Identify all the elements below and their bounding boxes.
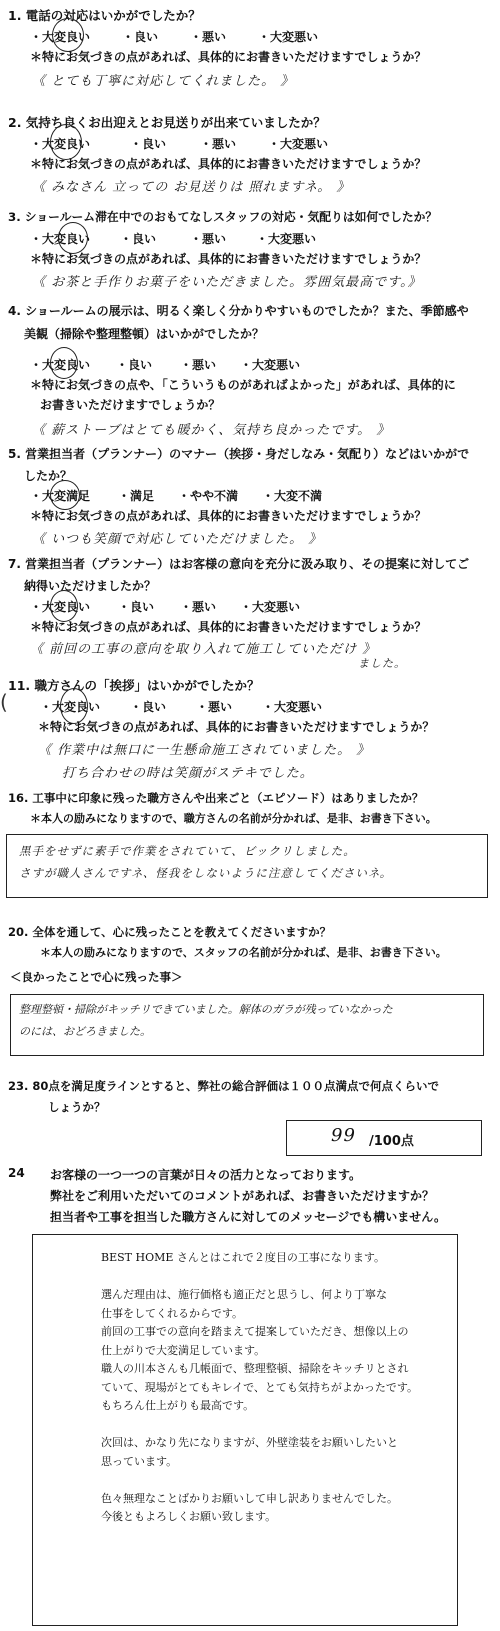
q2-opt-4: ・大変悪い bbox=[268, 137, 329, 151]
score-suffix: /100点 bbox=[369, 1134, 414, 1149]
q5-opt-1: ・大変満足 bbox=[30, 489, 91, 503]
q4-opt-1: ・大変良い bbox=[30, 358, 91, 372]
q2-opt-1: ・大変良い bbox=[30, 137, 91, 151]
q2-opt-3: ・悪い bbox=[200, 137, 237, 151]
q3-request: ＊特にお気づきの点があれば、具体的にお書きいただけますでしょうか？ bbox=[30, 252, 427, 266]
q5-title-line1: 5. 営業担当者（プランナー）のマナー（挨拶・身だしなみ・気配り）などはいかがで bbox=[8, 447, 470, 461]
q20-title: 20. 全体を通して、心に残ったことを教えてくださいますか？ bbox=[8, 925, 332, 939]
q16-answer-line1: 黒手をせずに素手で作業をされていて、ビックリしました。 bbox=[19, 844, 356, 858]
q3-opt-1: ・大変良い bbox=[30, 232, 91, 246]
q1-opt-1: ・大変良い bbox=[30, 30, 91, 44]
q23-title-line1: 23. 80点を満足度ラインとすると、弊社の総合評価は１００点満点で何点くらいで bbox=[8, 1079, 440, 1093]
q4-title-line2: 美観（掃除や整理整頓）はいかがでしたか？ bbox=[24, 327, 265, 341]
q2-request: ＊特にお気づきの点があれば、具体的にお書きいただけますでしょうか？ bbox=[30, 157, 427, 171]
q11-request: ＊特にお気づきの点があれば、具体的にお書きいただけますでしょうか？ bbox=[38, 720, 435, 734]
q24-line3: 担当者や工事を担当した職方さんに対してのメッセージでも構いません。 bbox=[50, 1210, 447, 1224]
q4-answer: 《 薪ストーブはとても暖かく、気持ち良かったです。 》 bbox=[32, 423, 391, 438]
q7-title-line2: 納得いただけましたか？ bbox=[24, 579, 157, 593]
q5-opt-4: ・大変不満 bbox=[262, 489, 323, 503]
score-box bbox=[286, 1120, 482, 1156]
q2-opt-2: ・良い bbox=[130, 137, 167, 151]
q11-opt-3: ・悪い bbox=[196, 700, 233, 714]
q11-opt-2: ・良い bbox=[130, 700, 167, 714]
q5-opt-3: ・やや不満 bbox=[178, 489, 239, 503]
selected-circle bbox=[50, 347, 78, 379]
q1-answer: 《 とても丁寧に対応してくれました。 》 bbox=[32, 74, 295, 89]
q4-opt-2: ・良い bbox=[116, 358, 153, 372]
q16-title: 16. 工事中に印象に残った職方さんや出来ごと（エピソード）はありましたか？ bbox=[8, 791, 424, 805]
q20-subhead: ＜良かったことで心に残った事＞ bbox=[10, 970, 183, 984]
pen-mark: ( bbox=[0, 690, 8, 714]
q7-opt-1: ・大変良い bbox=[30, 600, 91, 614]
q20-note: ＊本人の励みになりますので、スタッフの名前が分かれば、是非、お書き下さい。 bbox=[40, 946, 447, 959]
q4-opt-3: ・悪い bbox=[180, 358, 217, 372]
selected-circle bbox=[50, 480, 80, 510]
q3-answer: 《 お茶と手作りお菓子をいただきました。雰囲気最高です。》 bbox=[32, 275, 422, 290]
q23-title-line2: しょうか？ bbox=[48, 1100, 106, 1114]
q20-answer-line2: のには、おどろきました。 bbox=[19, 1025, 151, 1038]
q5-request: ＊特にお気づきの点があれば、具体的にお書きいただけますでしょうか？ bbox=[30, 509, 427, 523]
q2-title: 2. 気持ち良くお出迎えとお見送りが出来ていましたか？ bbox=[8, 115, 326, 130]
q24-line2: 弊社をご利用いただいてのコメントがあれば、お書きいただけますか？ bbox=[50, 1189, 435, 1203]
q24-number: 24 bbox=[8, 1166, 25, 1180]
q4-title-line1: 4. ショールームの展示は、明るく楽しく分かりやすいものでしたか？また、季節感や bbox=[8, 304, 469, 318]
q4-request-line2: お書きいただけますでしょうか？ bbox=[40, 398, 221, 412]
q7-request: ＊特にお気づきの点があれば、具体的にお書きいただけますでしょうか？ bbox=[30, 620, 427, 634]
score-value: 99 bbox=[331, 1125, 356, 1146]
q1-title: 1. 電話の対応はいかがでしたか？ bbox=[8, 8, 201, 23]
comment-text: BEST HOME さんとはこれで２度目の工事になります。 選んだ理由は、施行価格も適正だと思うし、何より丁寧な 仕事をしてくれるからです。 前回の工事での意向を踏まえて提案していただき、想像以上の 仕上がりで大変満足しています。 職人の川本さんも几帳面で、整理整頓、掃除をキッチリとされ ていて、現場がとてもキレイで、とても気持ちがよかったです。 もちろん仕上がりも最高です。 次回は、かなり先になりますが、外壁塗装をお願いしたいと 思っています。 色々無理なことばかりお願いして申し訳ありませんでした。 今後ともよろしくお願い致します。 bbox=[101, 1251, 419, 1523]
q1-opt-3: ・悪い bbox=[190, 30, 227, 44]
q7-opt-4: ・大変悪い bbox=[240, 600, 301, 614]
q3-opt-2: ・良い bbox=[120, 232, 157, 246]
q5-answer: 《 いつも笑顔で対応していただけました。 》 bbox=[32, 532, 323, 547]
q7-answer: 《 前回の工事の意向を取り入れて施工していただけ 》 bbox=[30, 642, 377, 657]
q2-answer: 《 みなさん 立っての お見送りは 照れますネ。 》 bbox=[32, 180, 351, 195]
q1-opt-2: ・良い bbox=[122, 30, 159, 44]
q7-opt-2: ・良い bbox=[118, 600, 155, 614]
q11-opt-4: ・大変悪い bbox=[262, 700, 323, 714]
q24-line1: お客様の一つ一つの言葉が日々の活力となっております。 bbox=[50, 1168, 362, 1182]
q3-opt-4: ・大変悪い bbox=[256, 232, 317, 246]
q20-answer-box bbox=[10, 994, 484, 1056]
q3-opt-3: ・悪い bbox=[190, 232, 227, 246]
q7-title-line1: 7. 営業担当者（プランナー）はお客様の意向を充分に汲み取り、その提案に対してご bbox=[8, 557, 470, 571]
q11-answer-cont: 打ち合わせの時は笑顔がステキでした。 bbox=[62, 766, 314, 781]
q3-title: 3. ショールーム滞在中でのおもてなしスタッフの対応・気配りは如何でしたか？ bbox=[8, 210, 438, 224]
q11-opt-1: ・大変良い bbox=[40, 700, 101, 714]
q7-answer-cont: ました。 bbox=[358, 657, 406, 670]
comment-box bbox=[32, 1234, 458, 1626]
q7-opt-3: ・悪い bbox=[180, 600, 217, 614]
q1-opt-4: ・大変悪い bbox=[258, 30, 319, 44]
q16-note: ＊本人の励みになりますので、職方さんの名前が分かれば、是非、お書き下さい。 bbox=[30, 812, 437, 825]
q4-request-line1: ＊特にお気づきの点や、「こういうものがあればよかった」があれば、具体的に bbox=[30, 378, 456, 392]
q16-answer-line2: さすが職人さんですネ、怪我をしないように注意してくださいネ。 bbox=[19, 866, 393, 880]
q4-opt-4: ・大変悪い bbox=[240, 358, 301, 372]
q20-answer-line1: 整理整頓・掃除がキッチリできていました。解体のガラが残っていなかった bbox=[19, 1003, 393, 1016]
q5-opt-2: ・満足 bbox=[118, 489, 155, 503]
selected-circle bbox=[52, 18, 84, 52]
q16-answer-box bbox=[6, 834, 488, 898]
q11-title: 11. 職方さんの「挨拶」はいかがでしたか？ bbox=[8, 678, 260, 693]
q11-answer: 《 作業中は無口に一生懸命施工されていました。 》 bbox=[38, 743, 371, 758]
q5-title-line2: したか？ bbox=[24, 469, 73, 483]
q1-request: ＊特にお気づきの点があれば、具体的にお書きいただけますでしょうか？ bbox=[30, 50, 427, 64]
